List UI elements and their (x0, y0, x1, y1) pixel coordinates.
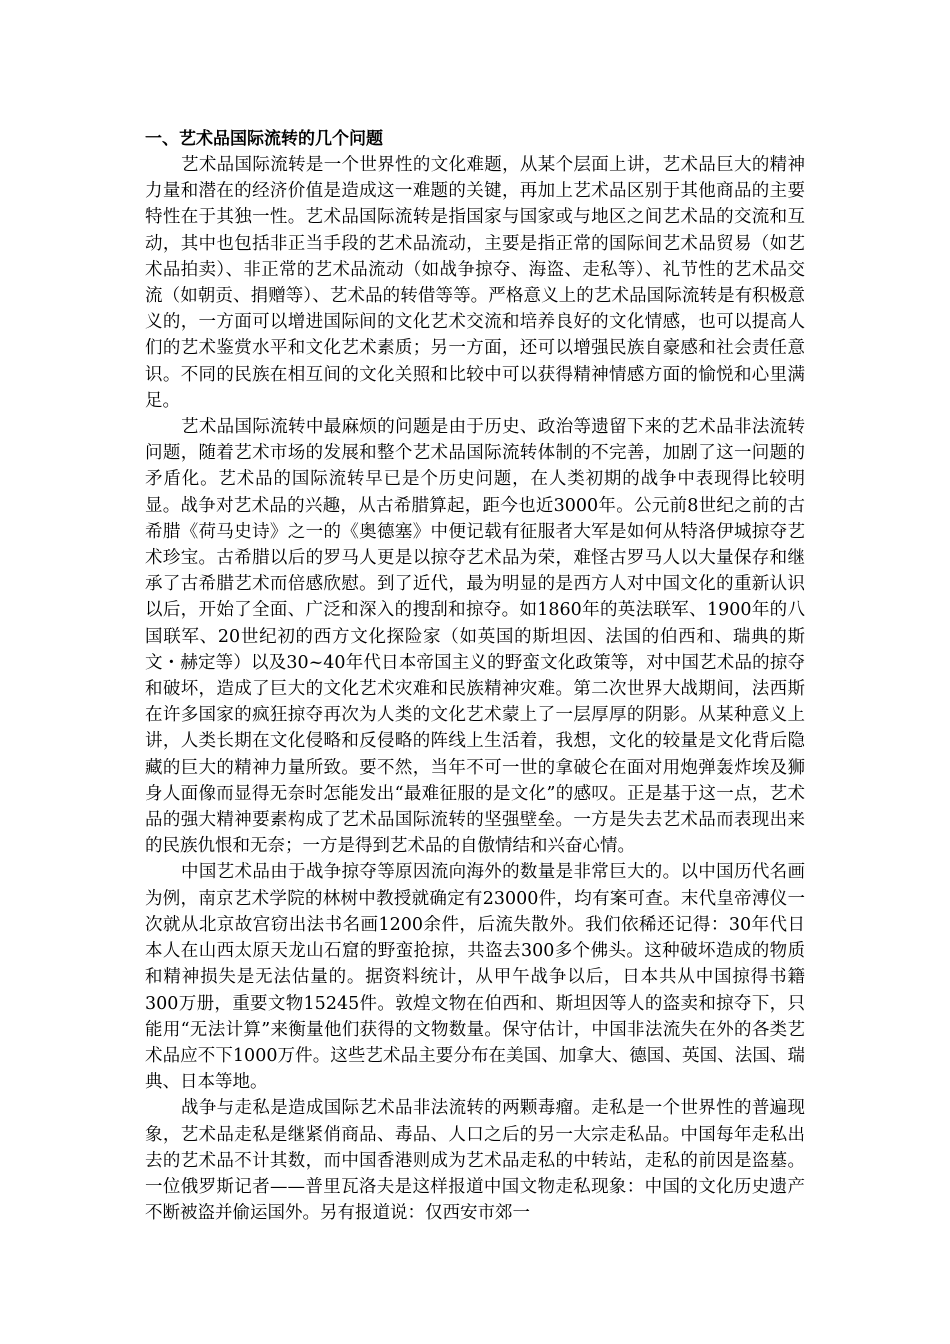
paragraph-definition: 艺术品国际流转是一个世界性的文化难题，从某个层面上讲，艺术品巨大的精神力量和潜在的经济价值是造成这一难题的关键，再加上艺术品区别于其他商品的主要特性在于其独一性。艺术品国际流转是指国家与国家或与地区之间艺术品的交流和互动，其中也包括非正当手段的艺术品流动，主要是指正常的国际间艺术品贸易（如艺术品拍卖）、非正常的艺术品流动（如战争掠夺、海盗、走私等）、礼节性的艺术品交流（如朝贡、捐赠等）、艺术品的转借等等。严格意义上的艺术品国际流转是有积极意义的，一方面可以增进国际间的文化艺术交流和培养良好的文化情感，也可以提高人们的艺术鉴赏水平和文化艺术素质；另一方面，还可以增强民族自豪感和社会责任意识。不同的民族在相互间的文化关照和比较中可以获得精神情感方面的愉悦和心里满足。 (145, 155, 805, 411)
section-heading: 一、艺术品国际流转的几个问题 (145, 129, 383, 149)
paragraph-china-losses: 中国艺术品由于战争掠夺等原因流向海外的数量是非常巨大的。以中国历代名画为例，南京艺术学院的林树中教授就确定有23000件，均有案可查。末代皇帝溥仪一次就从北京故宫窃出法书名画1200余件，后流失散外。我们依稀还记得：30年代日本人在山西太原天龙山石窟的野蛮抢掠，共盗去300多个佛头。这种破坏造成的物质和精神损失是无法估量的。据资料统计，从甲午战争以后，日本共从中国掠得书籍300万册，重要文物15245件。敦煌文物在伯西和、斯坦因等人的盗卖和掠夺下，只能用“无法计算”来衡量他们获得的文物数量。保守估计，中国非法流失在外的各类艺术品应不下1000万件。这些艺术品主要分布在美国、加拿大、德国、英国、法国、瑞典、日本等地。 (145, 862, 805, 1093)
paragraph-history: 艺术品国际流转中最麻烦的问题是由于历史、政治等遗留下来的艺术品非法流转问题，随着艺术市场的发展和整个艺术品国际流转体制的不完善，加剧了这一问题的矛盾化。艺术品的国际流转早已是个历史问题，在人类初期的战争中表现得比较明显。战争对艺术品的兴趣，从古希腊算起，距今也近3000年。公元前8世纪之前的古希腊《荷马史诗》之一的《奥德塞》中便记载有征服者大军是如何从特洛伊城掠夺艺术珍宝。古希腊以后的罗马人更是以掠夺艺术品为荣，难怪古罗马人以大量保存和继承了古希腊艺术而倍感欣慰。到了近代，最为明显的是西方人对中国文化的重新认识以后，开始了全面、广泛和深入的搜刮和掠夺。如1860年的英法联军、1900年的八国联军、20世纪初的西方文化探险家（如英国的斯坦因、法国的伯西和、瑞典的斯文・赫定等）以及30~40年代日本帝国主义的野蛮文化政策等，对中国艺术品的掠夺和破坏，造成了巨大的文化艺术灾难和民族精神灾难。第二次世界大战期间，法西斯在许多国家的疯狂掠夺再次为人类的文化艺术蒙上了一层厚厚的阴影。从某种意义上讲，人类长期在文化侵略和反侵略的阵线上生活着，我想，文化的较量是文化背后隐藏的巨大的精神力量所致。要不然，当年不可一世的拿破仑在面对用炮弹轰炸埃及狮身人面像而显得无奈时怎能发出“最难征服的是文化”的感叹。正是基于这一点，艺术品的强大精神要素构成了艺术品国际流转的坚强壁垒。一方是失去艺术品而表现出来的民族仇恨和无奈；一方是得到艺术品的自傲情结和兴奋心情。 (145, 417, 805, 857)
document-page (145, 126, 805, 1226)
paragraph-smuggling: 战争与走私是造成国际艺术品非法流转的两颗毒瘤。走私是一个世界性的普遍现象，艺术品走私是继紧俏商品、毒品、人口之后的另一大宗走私品。中国每年走私出去的艺术品不计其数，而中国香港则成为艺术品走私的中转站，走私的前因是盗墓。一位俄罗斯记者——普里瓦洛夫是这样报道中国文物走私现象：中国的文化历史遗产不断被盗并偷运国外。另有报道说：仅西安市郊一 (145, 1098, 805, 1224)
